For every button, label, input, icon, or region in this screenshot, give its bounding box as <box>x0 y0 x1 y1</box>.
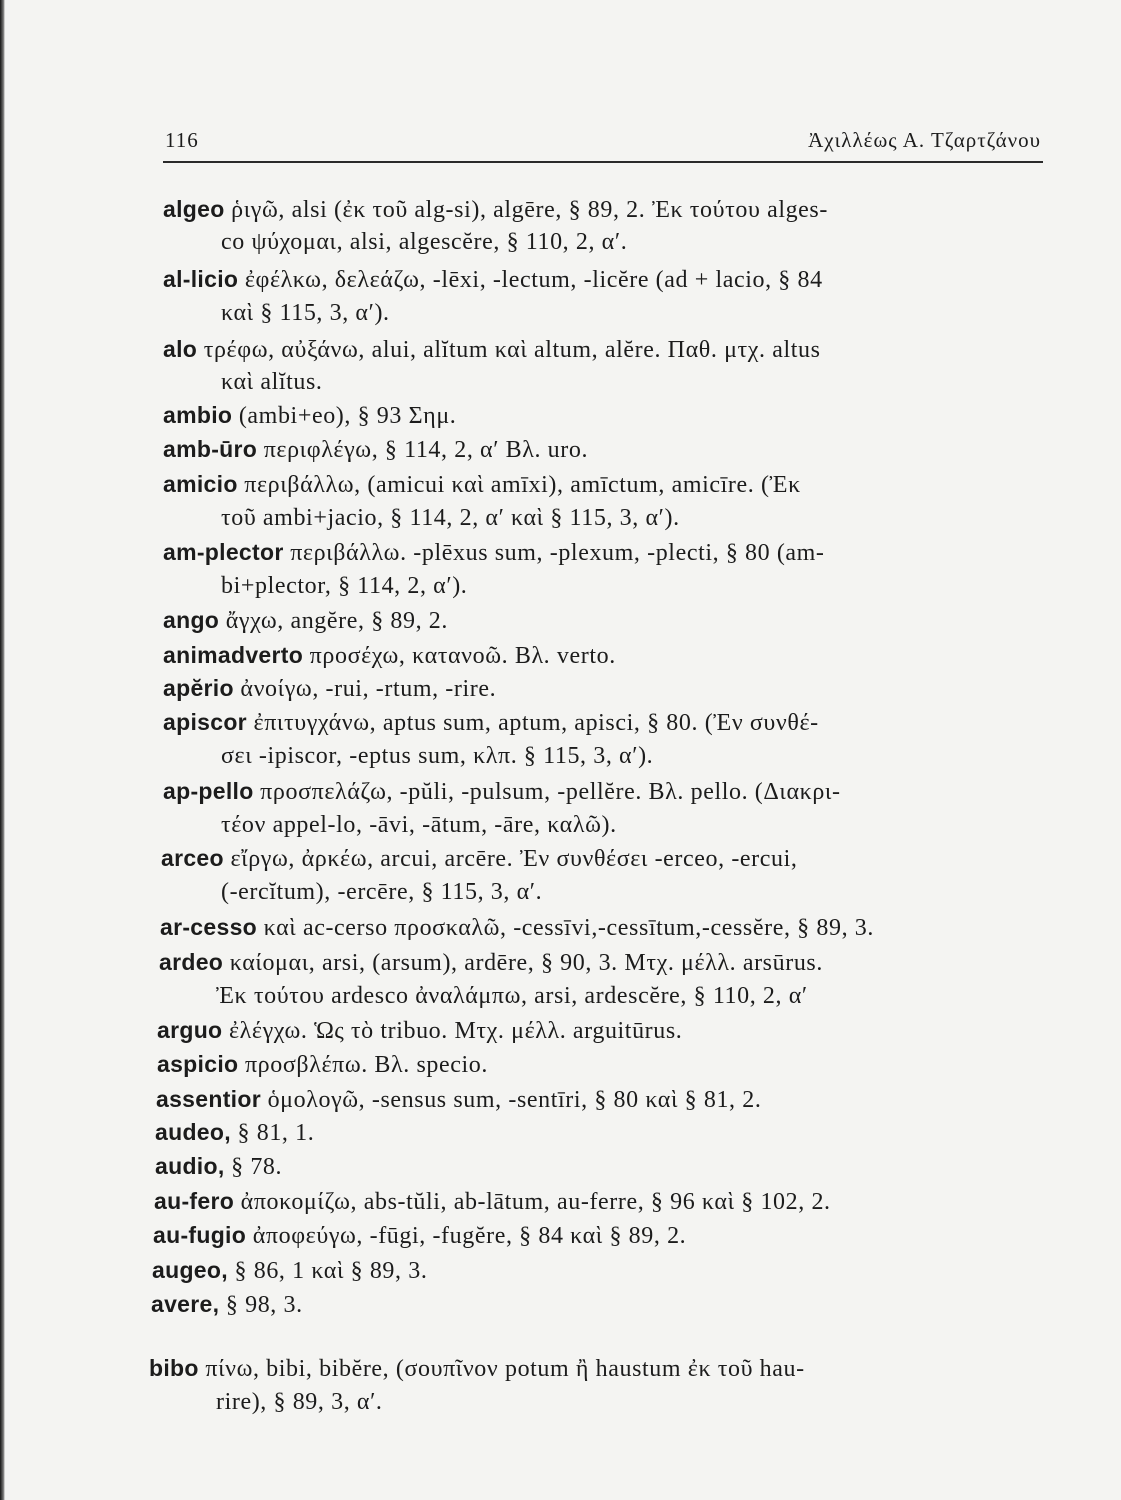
entry-headword: ambio <box>163 402 233 428</box>
entry-line <box>155 1151 282 1182</box>
entry-headword: assentior <box>156 1086 261 1112</box>
entry-headword: ango <box>163 607 220 633</box>
entry-text: περιφλέγω, § 114, 2, α′ Βλ. uro. <box>257 437 589 463</box>
entry-headword: bibo <box>149 1355 199 1381</box>
entry-text: προσέχω, κατανοῶ. Βλ. verto. <box>303 643 616 669</box>
entry-line <box>163 469 801 500</box>
entry-headword: apĕrio <box>163 675 234 701</box>
entry-text: ἀποκομίζω, abs-tŭli, ab-lātum, au-ferre, § 96 καὶ § 102, 2. <box>234 1189 831 1215</box>
entry-headword: audeo, <box>155 1119 231 1145</box>
entry-headword: au-fugio <box>153 1222 247 1248</box>
entry-text: σει -ipiscor, -eptus sum, κλπ. § 115, 3, α′). <box>221 743 654 769</box>
entry-line <box>161 843 798 874</box>
entry-headword: arceo <box>161 845 224 871</box>
entry-text: εἴργω, ἀρκέω, arcui, arcēre. Ἐν συνθέσει -erceo, -ercui, <box>223 846 798 872</box>
entry-line <box>151 1289 303 1320</box>
entry-text: § 86, 1 καὶ § 89, 3. <box>227 1258 428 1284</box>
entry-line <box>163 264 823 295</box>
entry-line <box>221 298 390 328</box>
entry-headword: arguo <box>157 1017 223 1043</box>
entry-headword: amb-ūro <box>163 436 258 462</box>
entry-headword: avere, <box>151 1291 220 1317</box>
entry-headword: aspicio <box>157 1051 239 1077</box>
page-number: 116 <box>165 128 199 152</box>
entry-text: ἐλέγχω. Ὡς τὸ tribuo. Μτχ. μέλλ. arguitūrus. <box>222 1018 683 1044</box>
entry-headword: animadverto <box>163 642 304 668</box>
entry-line <box>155 1117 314 1148</box>
entry-line <box>156 1084 761 1115</box>
entry-headword: amicio <box>163 471 238 497</box>
entry-text: καὶ alĭtus. <box>221 369 323 395</box>
entry-line <box>152 1255 427 1286</box>
entry-line <box>163 673 496 704</box>
entry-text: καίομαι, arsi, (arsum), ardēre, § 90, 3. Μτχ. μέλλ. arsūrus. <box>223 950 823 976</box>
entry-text: § 78. <box>224 1154 283 1180</box>
entry-line <box>221 877 542 907</box>
entry-headword: alo <box>163 336 198 362</box>
entry-text: ἐφέλκω, δελεάζω, -lēxi, -lectum, -licĕre (ad + lacio, § 84 <box>238 267 823 293</box>
entry-line <box>154 1186 831 1217</box>
entry-headword: am-plector <box>163 539 284 565</box>
entry-line <box>221 227 627 257</box>
entry-text: πίνω, bibi, bibĕre, (σουπῖνον potum ἢ haustum ἐκ τοῦ hau- <box>198 1356 805 1382</box>
entry-text: προσβλέπω. Βλ. specio. <box>238 1052 488 1078</box>
entry-text: καὶ ac-cerso προσκαλῶ, -cessīvi,-cessītum,-cessĕre, § 89, 3. <box>257 915 874 941</box>
entry-text: Ἐκ τούτου ardesco ἀναλάμπω, arsi, ardescĕre, § 110, 2, α′ <box>216 983 808 1009</box>
entry-text: τρέφω, αὐξάνω, alui, alĭtum καὶ altum, alĕre. Παθ. μτχ. altus <box>197 337 821 363</box>
entry-line <box>163 640 616 671</box>
entry-text: τοῦ ambi+jacio, § 114, 2, α′ καὶ § 115, 3, α′). <box>221 505 680 531</box>
entry-text: ἀνοίγω, -rui, -rtum, -rire. <box>233 676 497 702</box>
entry-headword: au-fero <box>154 1188 235 1214</box>
entry-text: προσπελάζω, -pŭli, -pulsum, -pellĕre. Βλ. pello. (Διακρι- <box>253 779 841 805</box>
entry-line <box>216 981 808 1011</box>
entry-headword: ap-pello <box>163 778 254 804</box>
entry-line <box>221 503 680 533</box>
entry-line <box>163 334 821 365</box>
entry-headword: apiscor <box>163 709 247 735</box>
entry-text: § 81, 1. <box>230 1120 315 1146</box>
entry-headword: augeo, <box>152 1257 228 1283</box>
entry-text: ῥιγῶ, alsi (ἐκ τοῦ alg-si), algēre, § 89, 2. Ἐκ τούτου alges- <box>224 197 828 223</box>
entry-line <box>157 1049 488 1080</box>
entry-line <box>216 1387 383 1417</box>
entry-line <box>159 947 823 978</box>
entry-line <box>221 367 323 397</box>
entry-text: rire), § 89, 3, α′. <box>216 1389 383 1415</box>
entry-line <box>160 912 874 943</box>
entry-text: τέον appel-lo, -āvi, -ātum, -āre, καλῶ). <box>221 812 617 838</box>
entry-headword: audio, <box>155 1153 225 1179</box>
entry-headword: ar-cesso <box>160 914 258 940</box>
entry-text: περιβάλλω, (amicui καὶ amīxi), amīctum, amicīre. (Ἐκ <box>237 472 801 498</box>
entry-line <box>163 434 588 465</box>
entry-line <box>163 194 828 225</box>
entry-text: (ambi+eo), § 93 Σημ. <box>232 403 457 429</box>
entry-text: bi+plector, § 114, 2, α′). <box>221 573 468 599</box>
entry-text: § 98, 3. <box>219 1292 303 1318</box>
entry-text: ἄγχω, angĕre, § 89, 2. <box>219 608 448 634</box>
entry-line <box>157 1015 682 1046</box>
entry-line <box>163 537 825 568</box>
entry-line <box>163 400 456 431</box>
entry-line <box>149 1353 805 1384</box>
entry-line <box>163 605 448 636</box>
entry-text: co ψύχομαι, alsi, algescĕre, § 110, 2, α′. <box>221 229 628 255</box>
entry-text: (-ercĭtum), -ercēre, § 115, 3, α′. <box>221 879 543 905</box>
entry-line <box>221 571 467 601</box>
entry-text: ἀποφεύγω, -fūgi, -fugĕre, § 84 καὶ § 89, 2. <box>246 1223 687 1249</box>
running-title: Ἀχιλλέως Α. Τζαρτζάνου <box>808 128 1041 152</box>
entry-line <box>221 810 617 840</box>
entry-headword: al-licio <box>163 266 239 292</box>
entry-text: περιβάλλω. -plēxus sum, -plexum, -plecti, § 80 (am- <box>283 540 825 566</box>
entry-text: καὶ § 115, 3, α′). <box>221 300 390 326</box>
entry-headword: algeo <box>163 196 225 222</box>
entry-line <box>221 741 653 771</box>
entry-line <box>163 707 819 738</box>
entry-line <box>153 1220 686 1251</box>
entry-line <box>163 776 841 807</box>
entry-text: ἐπιτυγχάνω, aptus sum, aptum, apisci, § 80. (Ἐν συνθέ- <box>246 710 819 736</box>
entry-headword: ardeo <box>159 949 224 975</box>
entry-text: ὁμολογῶ, -sensus sum, -sentīri, § 80 καὶ § 81, 2. <box>260 1087 762 1113</box>
